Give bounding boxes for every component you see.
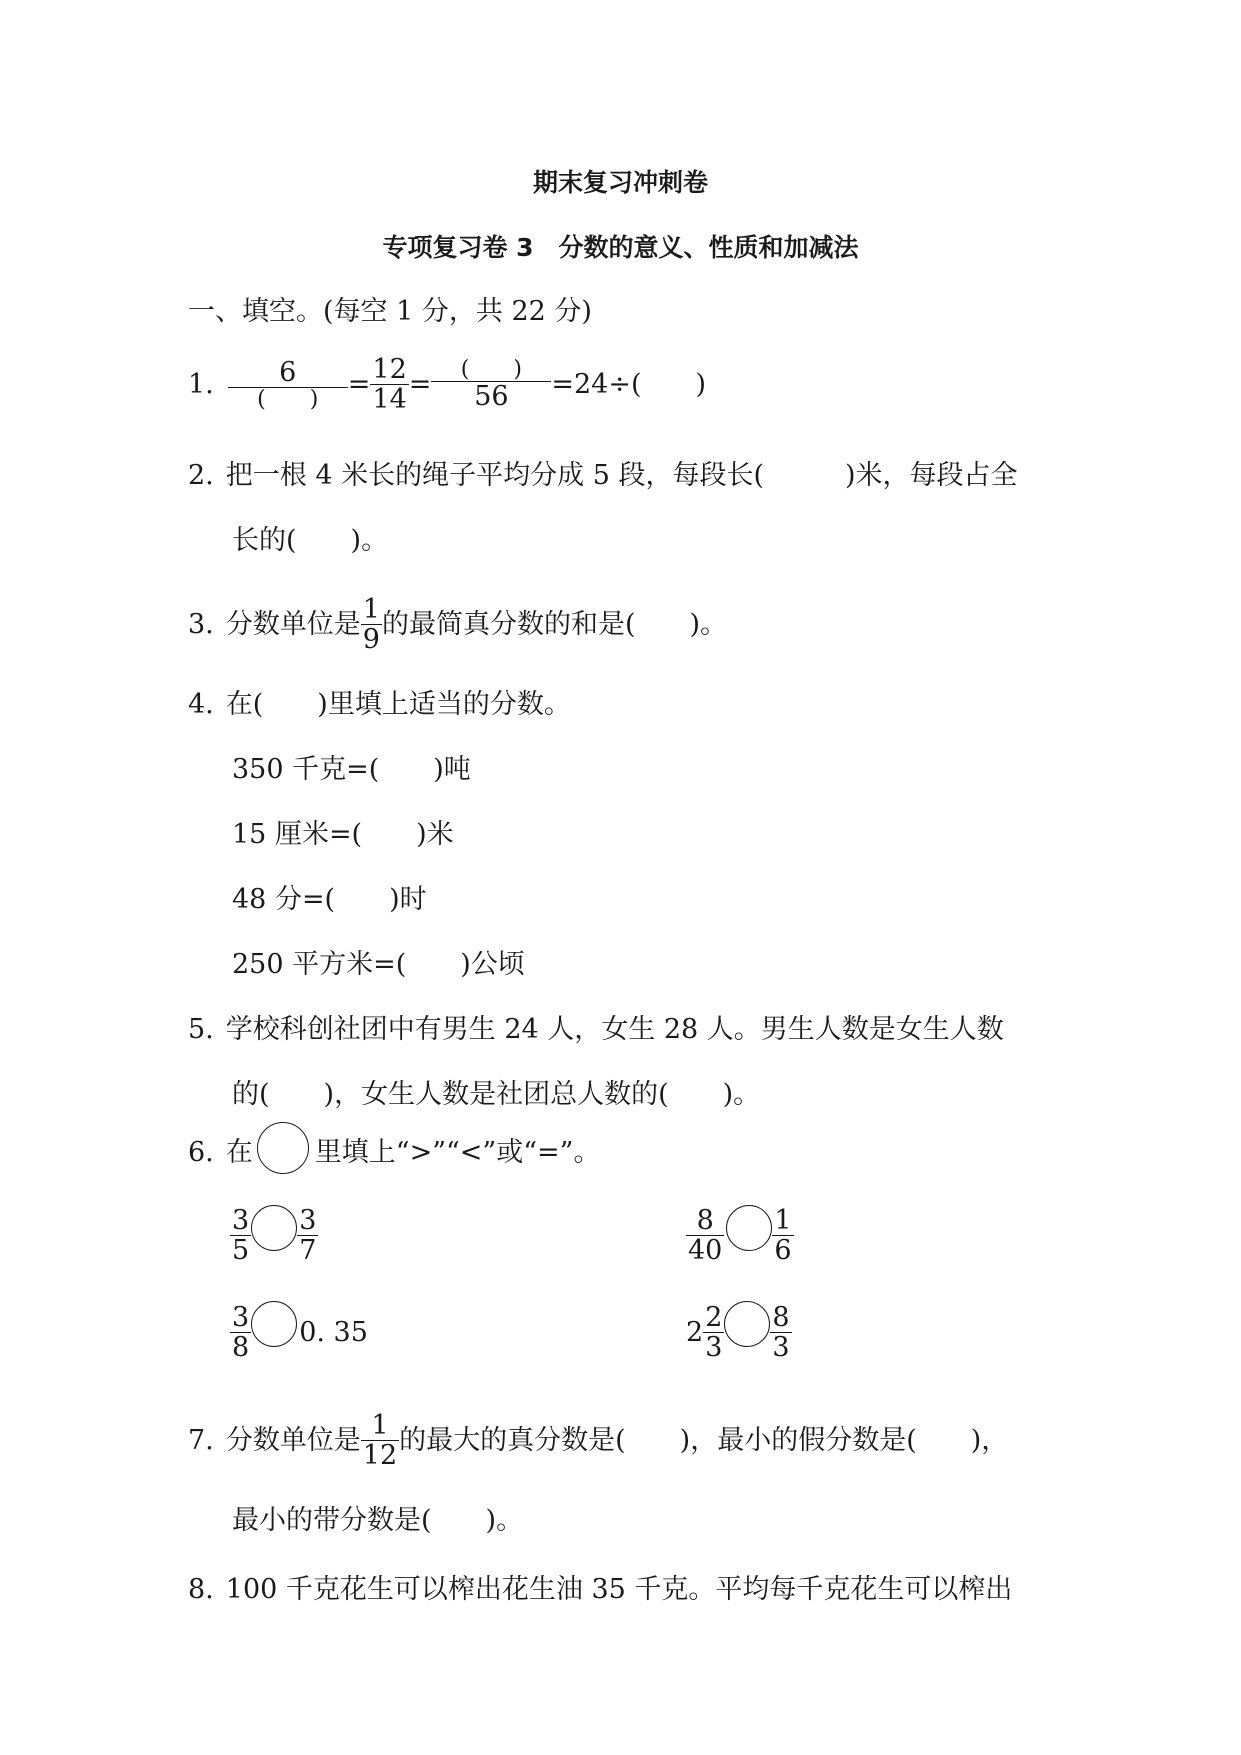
numerator: 1	[362, 594, 380, 625]
compare-circle[interactable]	[726, 1205, 772, 1251]
question-number: 7.	[188, 1425, 214, 1457]
question-5	[188, 1016, 1004, 1043]
denominator: 12	[362, 1440, 398, 1472]
equals-sign: =	[408, 369, 432, 401]
question-5-cont[interactable]: 的( )，女生人数是社团总人数的( )。	[232, 1079, 761, 1110]
question-text: 分数单位是	[225, 1425, 361, 1457]
numerator: 3	[232, 1205, 250, 1236]
fraction	[772, 1206, 793, 1265]
fraction	[703, 1303, 724, 1362]
denominator: 6	[774, 1235, 792, 1267]
question-text: 分数单位是	[225, 609, 361, 641]
fraction	[770, 1303, 791, 1362]
numerator-blank[interactable]: ( )	[460, 356, 522, 382]
conversion-item[interactable]: 48 分=( )时	[232, 884, 427, 915]
decimal-value: 0. 35	[299, 1317, 368, 1349]
question-number: 6.	[188, 1136, 214, 1168]
fraction	[370, 355, 408, 414]
question-2	[188, 462, 1018, 489]
question-text: 在	[225, 1136, 253, 1168]
compare-circle[interactable]	[251, 1301, 297, 1347]
page-subtitle: 专项复习卷 3 分数的意义、性质和加减法	[382, 233, 859, 262]
question-text[interactable]: 把一根 4 米长的绳子平均分成 5 段，每段长( )米，每段占全	[225, 460, 1018, 491]
question-text[interactable]: 的最简真分数的和是( )。	[381, 609, 728, 641]
question-7	[188, 1411, 1008, 1470]
question-8	[188, 1576, 1012, 1603]
numerator: 6	[279, 356, 297, 388]
fraction	[230, 1206, 251, 1265]
fraction	[431, 358, 551, 412]
question-text: 100 千克花生可以榨出花生油 35 千克。平均每千克花生可以榨出	[225, 1574, 1013, 1605]
numerator: 2	[705, 1302, 723, 1333]
question-text[interactable]: 的最大的真分数是( )，最小的假分数是( )，	[399, 1425, 1009, 1457]
numerator: 1	[371, 1410, 389, 1441]
question-2-cont[interactable]: 长的( )。	[232, 525, 389, 556]
denominator: 5	[232, 1235, 250, 1267]
compare-item-b	[686, 1206, 794, 1265]
question-number: 4.	[188, 689, 214, 720]
compare-circle[interactable]	[724, 1301, 770, 1347]
denominator: 3	[705, 1332, 723, 1364]
numerator: 12	[372, 354, 407, 385]
compare-circle-icon	[257, 1122, 309, 1174]
denominator: 40	[688, 1235, 723, 1267]
conversion-item[interactable]: 350 千克=( )吨	[232, 754, 471, 785]
compare-item-d	[686, 1303, 792, 1362]
denominator: 3	[772, 1332, 790, 1364]
question-number: 8.	[188, 1574, 214, 1605]
numerator: 3	[232, 1302, 250, 1333]
whole-number: 2	[686, 1317, 704, 1349]
denominator-blank[interactable]: ( )	[228, 387, 348, 412]
question-text: 在( )里填上适当的分数。	[225, 689, 571, 720]
compare-circle[interactable]	[251, 1205, 297, 1251]
question-3	[188, 595, 727, 654]
question-4	[188, 691, 571, 718]
denominator: 7	[299, 1235, 317, 1267]
numerator: 3	[299, 1205, 317, 1236]
fraction	[228, 358, 348, 412]
page-title: 期末复习冲刺卷	[532, 168, 708, 197]
fraction	[297, 1206, 318, 1265]
denominator: 56	[431, 381, 551, 411]
question-text: 里填上“>”“<”或“=”。	[314, 1136, 601, 1168]
fraction	[230, 1303, 251, 1362]
conversion-item[interactable]: 15 厘米=( )米	[232, 819, 454, 850]
fraction	[361, 595, 382, 654]
compare-item-a	[230, 1206, 318, 1265]
conversion-item[interactable]: 250 平方米=( )公顷	[232, 949, 525, 980]
fraction	[361, 1411, 399, 1470]
section-heading: 一、填空。(每空 1 分，共 22 分)	[188, 296, 592, 327]
compare-item-c	[230, 1303, 368, 1362]
denominator: 8	[232, 1332, 250, 1364]
division-blank[interactable]: =24÷( )	[551, 369, 707, 401]
fraction	[686, 1206, 724, 1265]
numerator: 8	[772, 1302, 790, 1333]
question-number: 5.	[188, 1014, 214, 1045]
numerator: 8	[696, 1205, 714, 1236]
denominator: 14	[372, 384, 407, 416]
question-number: 3.	[188, 609, 214, 641]
numerator: 1	[774, 1205, 792, 1236]
question-7-cont[interactable]: 最小的带分数是( )。	[232, 1505, 524, 1536]
question-text: 学校科创社团中有男生 24 人，女生 28 人。男生人数是女生人数	[225, 1014, 1004, 1045]
question-6	[188, 1130, 600, 1174]
question-number: 1.	[188, 369, 214, 401]
question-1	[188, 355, 706, 414]
question-number: 2.	[188, 460, 214, 491]
denominator: 9	[362, 624, 380, 656]
equals-sign: =	[347, 369, 371, 401]
